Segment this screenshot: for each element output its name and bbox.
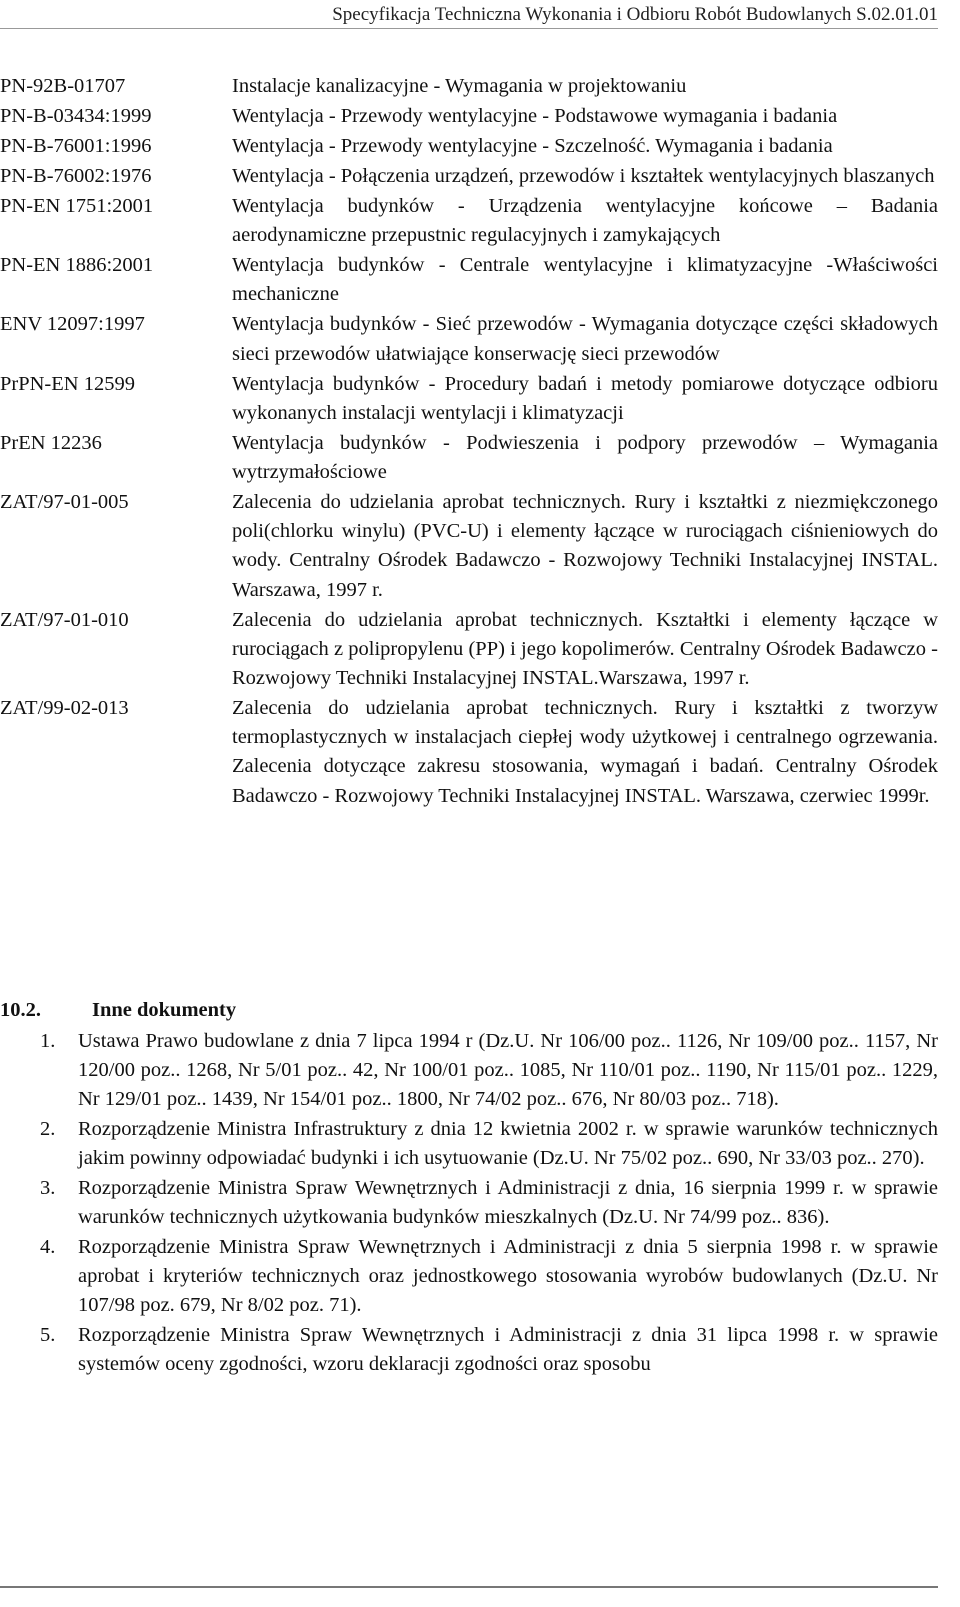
norm-description: Wentylacja budynków - Procedury badań i metody pomiarowe dotyczące odbioru wykonanych instalacji wentylacji i klimatyzacji [232,372,938,424]
norm-code: PN-B-03434:1999 [0,105,152,127]
list-item [0,1233,960,1321]
norm-description: Instalacje kanalizacyjne - Wymagania w projektowaniu [232,75,687,97]
section-heading [0,996,236,1025]
norms-list [0,72,960,811]
norm-row [0,694,960,811]
norm-row [0,102,960,131]
norm-row [0,162,960,191]
norm-description: Zalecenia do udzielania aprobat technicznych. Rury i kształtki z niezmiękczonego poli(chlorku winylu) (PVC-U) i elementy łączące w rurociągach ciśnieniowych do wody. Centralny Ośrodek Badawczo - Rozwojowy Techniki Instalacyjnej INSTAL. Warszawa, 1997 r. [232,491,938,601]
list-item [0,1174,960,1232]
norm-description: Zalecenia do udzielania aprobat technicznych. Rury i kształtki z tworzyw termoplastycznych w instalacjach ciepłej wody użytkowej i centralnego ogrzewania. Zalecenia dotyczące zakresu stosowania, wymagań i badań. Centralny Ośrodek Badawczo - Rozwojowy Techniki Instalacyjnej INSTAL. Warszawa, czerwiec 1999r. [232,697,938,807]
norm-code: PN-92B-01707 [0,75,126,97]
list-item-text: Rozporządzenie Ministra Spraw Wewnętrznych i Administracji z dnia, 16 sierpnia 1999 r. w sprawie warunków technicznych użytkowania budynków mieszkalnych (Dz.U. Nr 74/99 poz.. 836). [78,1176,938,1228]
documents-list [0,1027,960,1379]
list-item-number: 2. [40,1118,56,1140]
list-item-number: 5. [40,1323,56,1346]
header-divider [0,28,938,29]
list-item-number: 1. [40,1030,56,1052]
norm-description: Wentylacja budynków - Podwieszenia i podpory przewodów – Wymagania wytrzymałościowe [232,431,938,484]
list-item-text: Ustawa Prawo budowlane z dnia 7 lipca 1994 r (Dz.U. Nr 106/00 poz.. 1126, Nr 109/00 poz.. 1157, Nr 120/00 poz.. 1268, Nr 5/01 poz.. 42, Nr 100/01 poz.. 1085, Nr 110/01 poz.. 1190, Nr 115/01 poz.. 1229, Nr 129/01 poz.. 1439, Nr 154/01 poz.. 1800, Nr 74/02 poz.. 676, Nr 80/03 poz.. 718). [78,1030,938,1111]
norm-code: ZAT/97-01-005 [0,491,129,514]
norm-description: Wentylacja - Połączenia urządzeń, przewodów i kształtek wentylacyjnych blaszanych [232,165,935,187]
norm-code: PN-EN 1886:2001 [0,254,154,277]
norm-description: Wentylacja budynków - Centrale wentylacyjne i klimatyzacyjne -Właściwości mechaniczne [232,254,938,306]
list-item-text: Rozporządzenie Ministra Spraw Wewnętrznych i Administracji z dnia 5 sierpnia 1998 r. w sprawie aprobat i kryteriów technicznych oraz jednostkowego stosowania wyrobów budowlanych (Dz.U. Nr 107/98 poz. 679, Nr 8/02 poz. 71). [78,1235,938,1316]
norm-code: PrEN 12236 [0,431,102,454]
norm-code: PN-EN 1751:2001 [0,195,154,217]
norm-code: PN-B-76002:1976 [0,165,152,187]
list-item [0,1115,960,1173]
norm-code: ZAT/97-01-010 [0,608,129,631]
list-item [0,1321,960,1379]
list-item [0,1027,960,1115]
page-header [0,0,960,30]
norm-row [0,429,960,487]
norm-row [0,370,960,428]
norm-description: Zalecenia do udzielania aprobat technicznych. Kształtki i elementy łączące w rurociągach z polipropylenu (PP) i jego kopolimerów. Centralny Ośrodek Badawczo -Rozwojowy Techniki Instalacyjnej INSTAL.Warszawa, 1997 r. [232,608,938,690]
norm-description: Wentylacja budynków - Urządzenia wentylacyjne końcowe – Badania aerodynamiczne przepustnic regulacyjnych i zamykających [232,195,938,247]
norm-row [0,488,960,605]
section-title: Inne dokumenty [92,999,237,1021]
footer-divider [0,1586,938,1588]
list-item-number: 4. [40,1235,56,1258]
norm-description: Wentylacja budynków - Sieć przewodów - Wymagania dotyczące części składowych sieci przewodów ułatwiające konserwację sieci przewodów [232,313,938,365]
norm-row [0,606,960,694]
list-item-number: 3. [40,1176,56,1199]
norm-code: PrPN-EN 12599 [0,372,135,395]
norm-row [0,251,960,309]
document-title: Specyfikacja Techniczna Wykonania i Odbioru Robót Budowlanych S.02.01.01 [332,4,938,25]
section-number: 10.2. [0,999,41,1021]
norm-code: PN-B-76001:1996 [0,135,152,157]
norm-row [0,192,960,250]
norm-code: ZAT/99-02-013 [0,697,129,720]
list-item-text: Rozporządzenie Ministra Spraw Wewnętrznych i Administracji z dnia 31 lipca 1998 r. w sprawie systemów oceny zgodności, wzoru deklaracji zgodności oraz sposobu [78,1323,938,1375]
norm-description: Wentylacja - Przewody wentylacyjne - Szczelność. Wymagania i badania [232,135,833,157]
norm-code: ENV 12097:1997 [0,313,145,336]
norm-row [0,132,960,161]
norm-row [0,310,960,368]
norm-description: Wentylacja - Przewody wentylacyjne - Podstawowe wymagania i badania [232,105,838,127]
list-item-text: Rozporządzenie Ministra Infrastruktury z dnia 12 kwietnia 2002 r. w sprawie warunków technicznych jakim powinny odpowiadać budynki i ich usytuowanie (Dz.U. Nr 75/02 poz.. 690, Nr 33/03 poz.. 270). [78,1118,938,1170]
norm-row [0,72,960,101]
